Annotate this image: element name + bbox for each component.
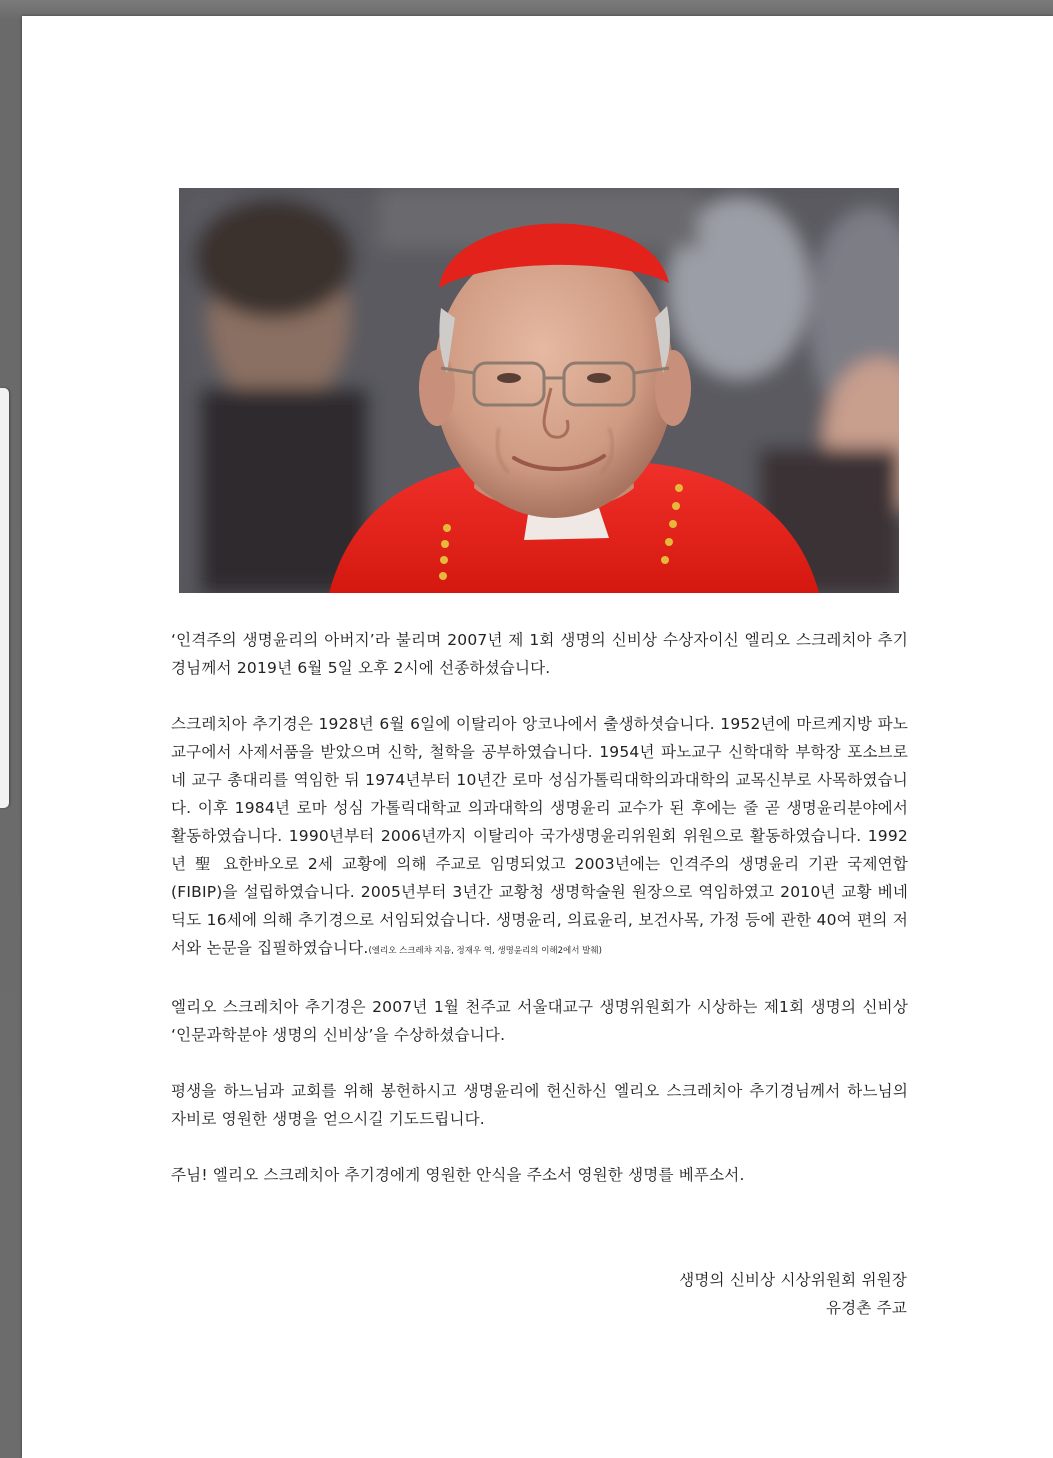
portrait-image [179,188,899,593]
paragraph-award: 엘리오 스크레치아 추기경은 2007년 1월 천주교 서울대교구 생명위원회가 시상하는 제1회 생명의 신비상 ‘인문과학분야 생명의 신비상’을 수상하셨습니다. [171,998,908,1044]
paragraph-announcement: ‘인격주의 생명윤리의 아버지’라 불리며 2007년 제 1회 생명의 신비상 수상자이신 엘리오 스크레치아 추기경님께서 2019년 6월 5일 오후 2시에 선종하셨습니다. [171,631,908,677]
scroll-handle[interactable] [0,388,9,808]
signature-name: 유경촌 주교 [826,1299,907,1317]
cardinal-portrait-photo [179,188,899,593]
document-page [22,16,1053,1458]
signature-block [679,1266,907,1322]
paragraph-biography [171,710,908,965]
letter-body [171,626,908,1217]
signature-title: 생명의 신비상 시상위원회 위원장 [679,1271,907,1289]
source-note: (엘리오 스크레챠 지음, 정재우 역, 생명윤리의 이해2에서 발췌) [368,946,602,956]
paragraph-prayer: 평생을 하느님과 교회를 위해 봉헌하시고 생명윤리에 헌신하신 엘리오 스크레치아 추기경님께서 하느님의 자비로 영원한 생명을 얻으시길 기도드립니다. [171,1082,908,1128]
paragraph-closing: 주님! 엘리오 스크레치아 추기경에게 영원한 안식을 주소서 영원한 생명를 베푸소서. [171,1166,745,1184]
biography-text: 스크레치아 추기경은 1928년 6월 6일에 이탈리아 앙코나에서 출생하셧습니다. 1952년에 마르케지방 파노교구에서 사제서품을 받았으며 신학, 철학을 공부하였습니다. 1954년 파노교구 신학대학 부학장 포소브로네 교구 총대리를 역임한 뒤 1974년부터 10년간 로마 성심가톨릭대학의과대학의 교목신부로 사목하였습니다. 이후 1984년 로마 성심 가톨릭대학교 의과대학의 생명윤리 교수가 된 후에는 줄 곧 생명윤리분야에서 활동하였습니다. 1990년부터 2006년까지 이탈리아 국가생명윤리위원회 위원으로 활동하였습니다. 1992년 聖 요한바오로 2세 교황에 의해 주교로 임명되었고 2003년에는 인격주의 생명윤리 기관 국제연합(FIBIP)을 설립하였습니다. 2005년부터 3년간 교황청 생명학술원 원장으로 역임하였고 2010년 교황 베네딕도 16세에 의해 추기경으로 서임되었습니다. 생명윤리, 의료윤리, 보건사목, 가정 등에 관한 40여 편의 저서와 논문을 집필하였습니다. [171,715,908,957]
